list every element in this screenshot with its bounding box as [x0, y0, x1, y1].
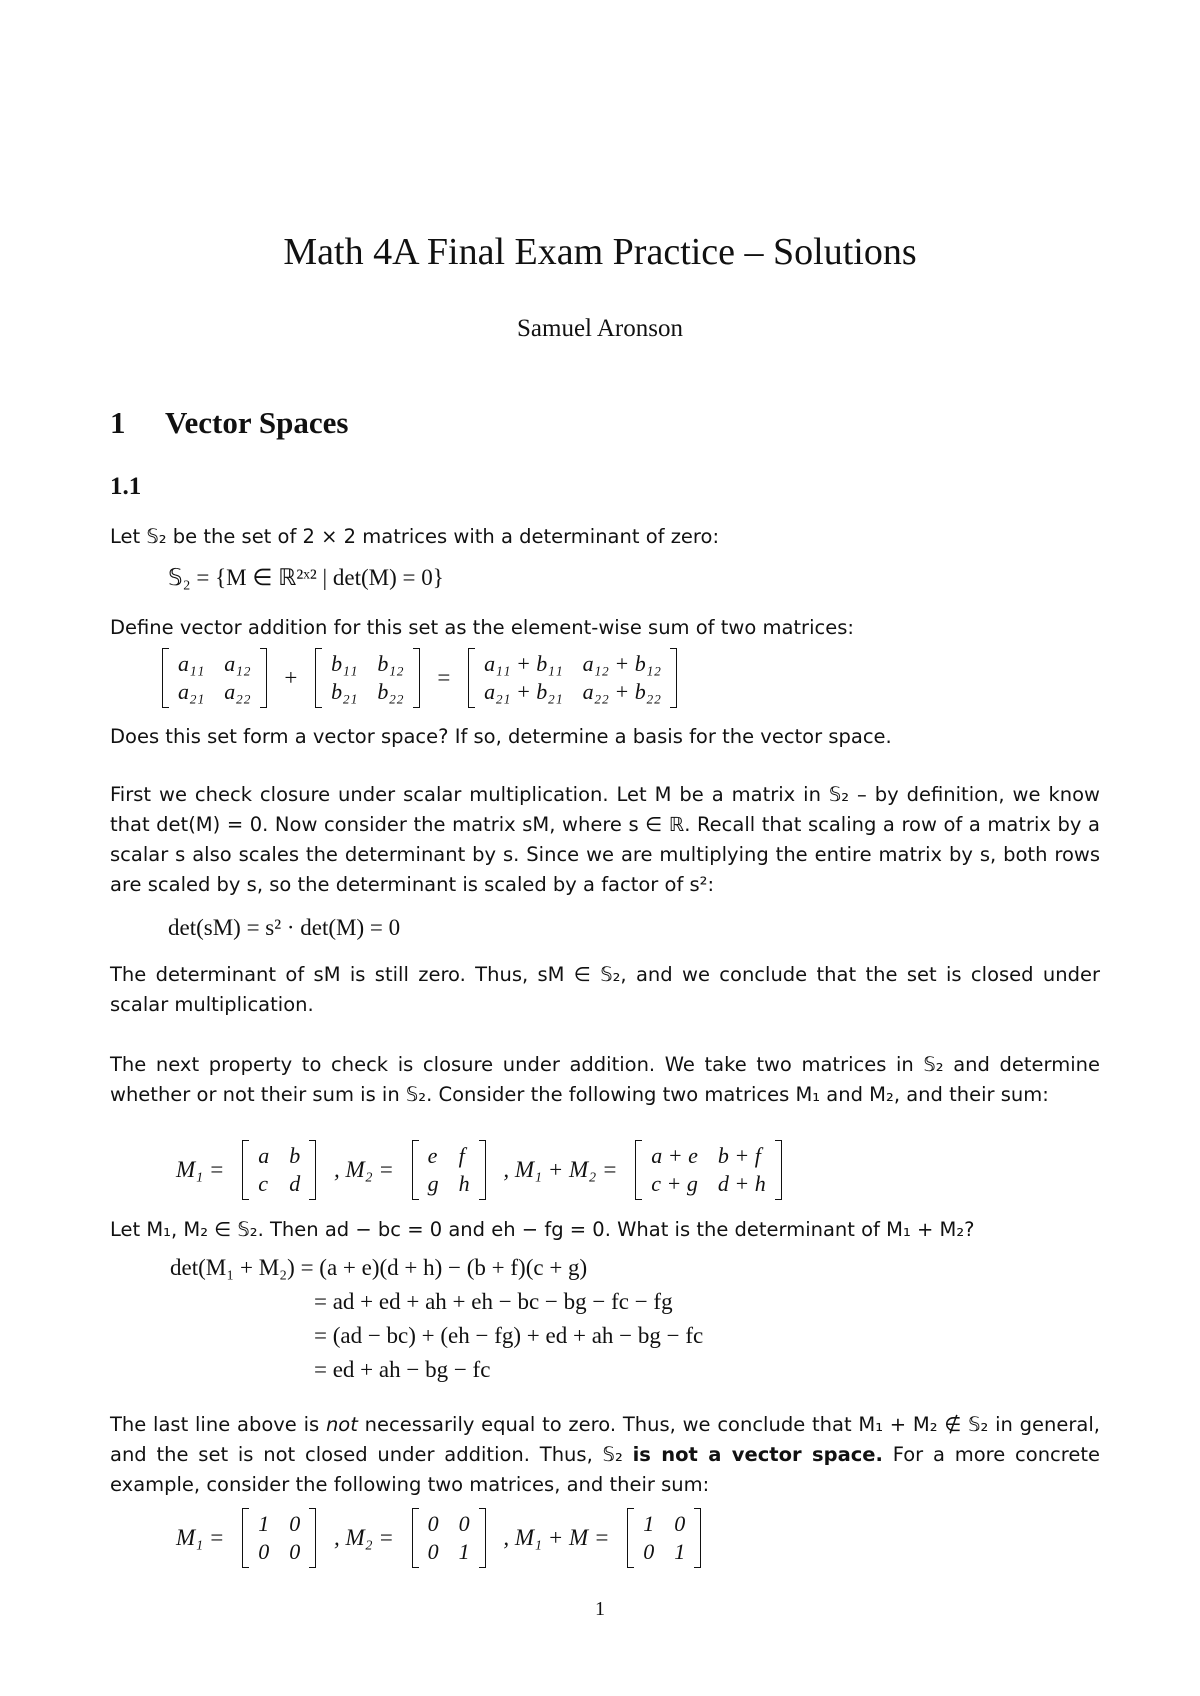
paragraph-set-definition: Let 𝕊₂ be the set of 2 × 2 matrices with a determinant of zero:	[110, 525, 720, 548]
paper-title: Math 4A Final Exam Practice – Solutions	[283, 231, 917, 273]
equation-set-definition: 𝕊₂ = {M ∈ ℝ²ˣ² | det(M) = 0}	[168, 565, 444, 590]
matrix-sum: a₁₁ + b₁₁ a₁₂ + b₁₂ a₂₁ + b₂₁ a₂₂ + b₂₂	[468, 648, 677, 708]
label-m1: M₁ =	[176, 1525, 225, 1550]
expansion-line: det(M₁ + M₂) = (a + e)(d + h) − (b + f)(c + g)	[170, 1255, 588, 1280]
paragraph-determinant-question: Let M₁, M₂ ∈ 𝕊₂. Then ad − bc = 0 and eh − fg = 0. What is the determinant of M₁ + M₂?	[110, 1218, 975, 1241]
equation-scaled-determinant: det(sM) = s² · det(M) = 0	[168, 915, 401, 940]
label-m2: , M₂ =	[333, 1157, 394, 1182]
matrix-sum-example: 1 0 0 1	[627, 1508, 701, 1568]
label-sum: , M₁ + M =	[503, 1525, 610, 1550]
expansion-line: = (ad − bc) + (eh − fg) + ed + ah − bg − fc	[314, 1323, 704, 1348]
section-heading	[110, 405, 348, 441]
label-m1: M₁ =	[176, 1157, 225, 1182]
plus-sign: +	[284, 665, 298, 690]
matrix-a: a₁₁ a₁₂ a₂₁ a₂₂	[162, 648, 267, 708]
paragraph-scalar-conclusion: The determinant of sM is still zero. Thus, sM ∈ 𝕊₂, and we conclude that the set is closed under scalar multiplication.	[110, 963, 1100, 1016]
equation-determinant-expansion	[170, 1255, 870, 1391]
paragraph-addition-conclusion: The last line above is not necessarily equal to zero. Thus, we conclude that M₁ + M₂ ∉ 𝕊₂ in general, and the set is not closed under addition. Thus, 𝕊₂ is not a vector space. For a more concrete example, consider the following two matrices, and their sum:	[110, 1413, 1101, 1496]
label-m2: , M₂ =	[333, 1525, 394, 1550]
label-sum: , M₁ + M₂ =	[503, 1157, 618, 1182]
paragraph-question: Does this set form a vector space? If so, determine a basis for the vector space.	[110, 725, 892, 748]
equation-matrix-sum	[158, 648, 681, 708]
equation-two-matrices	[168, 1140, 786, 1200]
section-number: 1	[110, 405, 126, 440]
section-title: Vector Spaces	[165, 405, 349, 440]
matrix-m1: a b c d	[242, 1140, 316, 1200]
matrix-m1-plus-m2: a + e b + f c + g d + h	[635, 1140, 781, 1200]
equals-sign: =	[437, 665, 451, 690]
paragraph-scalar-closure: First we check closure under scalar multiplication. Let M be a matrix in 𝕊₂ – by definition, we know that det(M) = 0. Now consider the matrix sM, where s ∈ ℝ. Recall that scaling a row of a matrix by a scalar s also scales the determinant by s. Since we are multiplying the entire matrix by s, both rows are scaled by s, so the determinant is scaled by a factor of s²:	[110, 783, 1100, 896]
paper-author: Samuel Aronson	[517, 315, 683, 342]
matrix-m1-example: 1 0 0 0	[242, 1508, 316, 1568]
equation-example-matrices	[168, 1508, 705, 1568]
expansion-line: = ad + ed + ah + eh − bc − bg − fc − fg	[314, 1289, 673, 1314]
paragraph-addition-definition: Define vector addition for this set as the element-wise sum of two matrices:	[110, 616, 854, 639]
matrix-m2: e f g h	[412, 1140, 486, 1200]
page-number: 1	[595, 1598, 605, 1620]
matrix-m2-example: 0 0 0 1	[412, 1508, 486, 1568]
subsection-heading: 1.1	[110, 473, 142, 500]
expansion-line: = ed + ah − bg − fc	[314, 1357, 491, 1382]
paragraph-addition-closure: The next property to check is closure under addition. We take two matrices in 𝕊₂ and determine whether or not their sum is in 𝕊₂. Consider the following two matrices M₁ and M₂, and their sum:	[110, 1053, 1100, 1106]
matrix-b: b₁₁ b₁₂ b₂₁ b₂₂	[315, 648, 420, 708]
